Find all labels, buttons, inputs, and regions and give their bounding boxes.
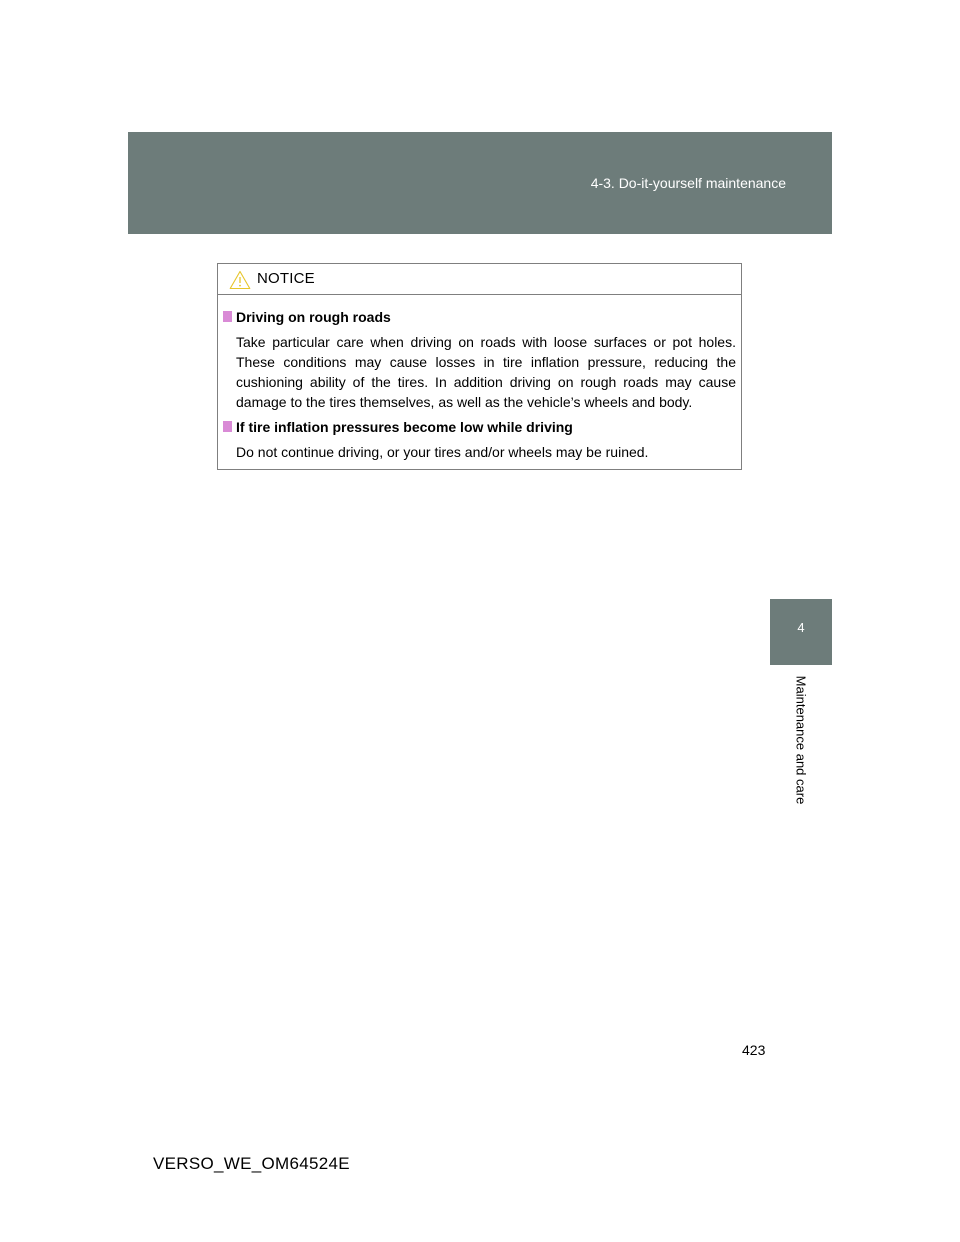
warning-triangle-icon — [229, 270, 251, 290]
item-heading-text: If tire inflation pressures become low while driving — [236, 419, 573, 435]
square-bullet-icon — [223, 421, 232, 432]
header-band — [128, 132, 832, 234]
chapter-title: Maintenance and care — [793, 675, 809, 805]
page-number: 423 — [742, 1042, 766, 1058]
item-heading-low-pressure — [218, 418, 736, 436]
notice-header — [218, 264, 741, 295]
item-text-rough-roads: Take particular care when driving on roads with loose surfaces or pot holes. These conditions may cause losses in tire inflation pressure, reducing the cushioning ability of the tires. In addition driving on rough roads may cause damage to the tires themselves, as well as the vehicle’s wheels and body. — [236, 334, 736, 410]
item-text-low-pressure: Do not continue driving, or your tires and/or wheels may be ruined. — [236, 444, 649, 460]
section-title: 4-3. Do-it-yourself maintenance — [590, 175, 786, 191]
notice-box — [217, 263, 742, 470]
notice-label: NOTICE — [257, 270, 315, 287]
document-code: VERSO_WE_OM64524E — [153, 1154, 350, 1173]
item-heading-rough-roads — [218, 308, 736, 326]
chapter-tab — [770, 599, 832, 665]
item-heading-text: Driving on rough roads — [236, 309, 391, 325]
notice-body — [218, 295, 741, 462]
chapter-number: 4 — [797, 620, 805, 635]
square-bullet-icon — [223, 311, 232, 322]
